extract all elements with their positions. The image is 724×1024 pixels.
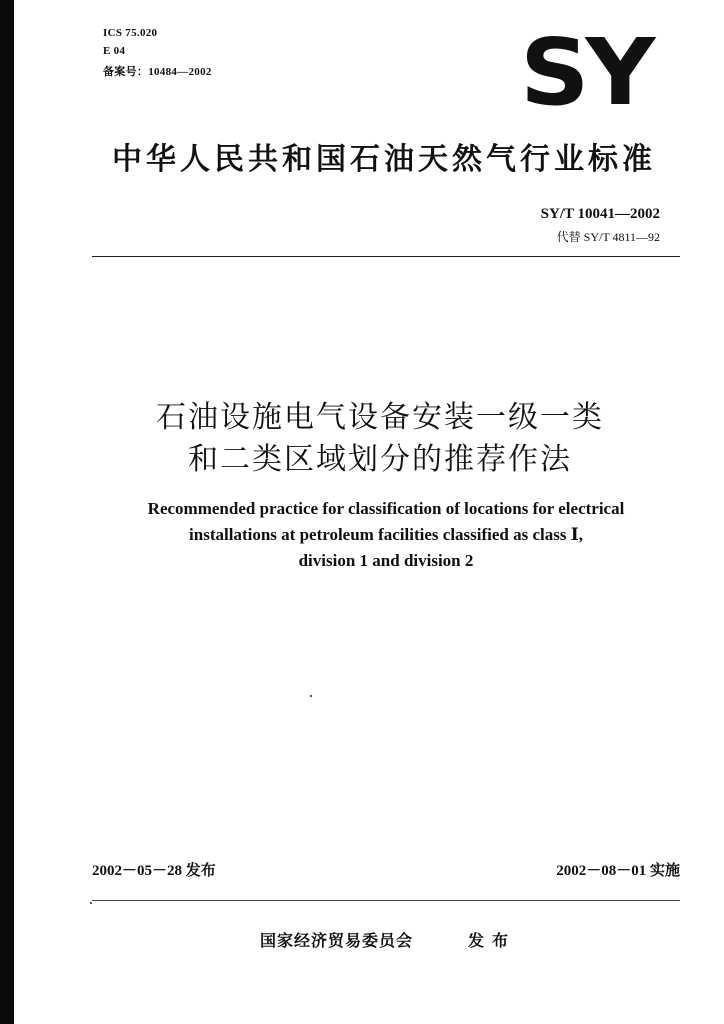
issuing-authority: 国家经济贸易委员会 xyxy=(260,931,414,950)
english-title-line-3: division 1 and division 2 xyxy=(298,551,474,570)
classification-code: E 04 xyxy=(103,45,126,57)
english-title-line-2: installations at petroleum facilities classified as class Ⅰ, xyxy=(189,525,583,544)
header-divider xyxy=(92,256,680,257)
record-number: 备案号：10484—2002 xyxy=(103,66,212,78)
ics-code: ICS 75.020 xyxy=(103,27,158,39)
chinese-title-line-1: 石油设施电气设备安装一级一类 xyxy=(156,400,604,435)
sy-logo: SY xyxy=(520,19,652,126)
scan-speck xyxy=(310,695,312,697)
standard-number: SY/T 10041—2002 xyxy=(540,206,660,222)
standard-category-title: 中华人民共和国石油天然气行业标准 xyxy=(112,142,656,177)
scan-edge-bar xyxy=(0,0,14,1024)
scan-speck xyxy=(90,902,92,904)
issue-label: 发布 xyxy=(468,931,517,950)
replaces-standard: 代替 SY/T 4811—92 xyxy=(556,230,660,244)
footer-divider xyxy=(92,900,680,901)
implementation-date: 2002－08－01 实施 xyxy=(556,863,680,879)
chinese-title-line-2: 和二类区域划分的推荐作法 xyxy=(188,442,572,477)
issue-date: 2002－05－28 发布 xyxy=(92,863,216,879)
english-title-line-1: Recommended practice for classification of locations for electrical xyxy=(147,499,625,518)
